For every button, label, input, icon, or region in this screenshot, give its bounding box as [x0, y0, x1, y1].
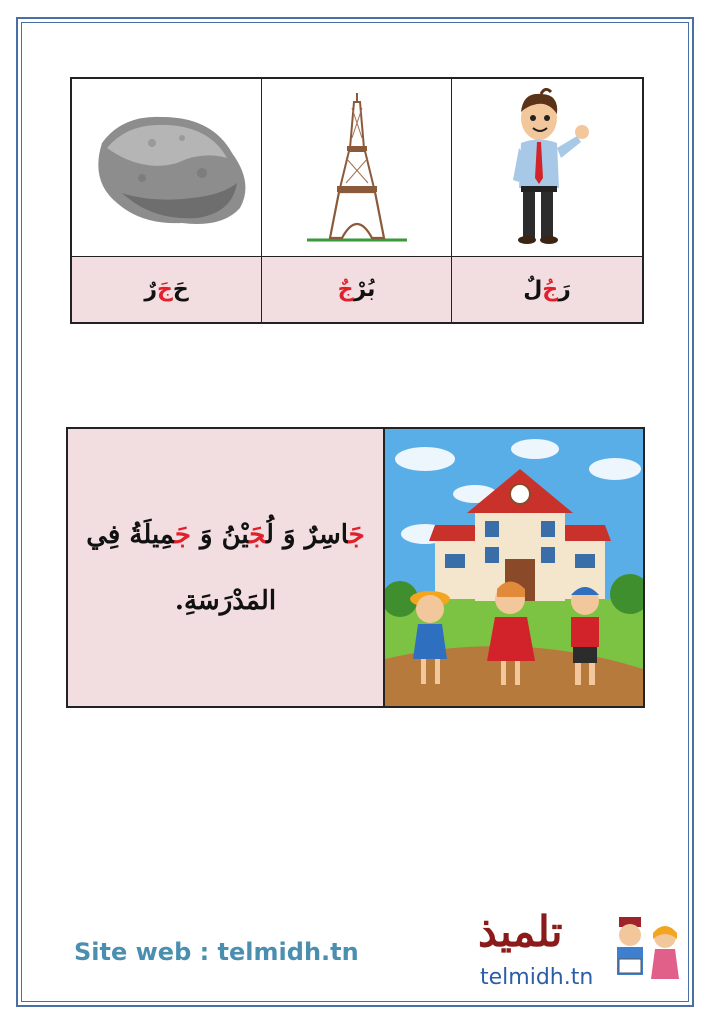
- word-cards-table: [70, 77, 644, 324]
- word-card-man: [452, 257, 642, 322]
- sentence-part: جَ: [174, 519, 191, 550]
- word-prefix: رَ: [558, 277, 571, 302]
- sentence-block: [66, 427, 645, 708]
- logo-latin-text: telmidh.tn: [480, 965, 594, 990]
- rock-image: [72, 79, 262, 257]
- word-highlight-letter: جٌ: [337, 277, 354, 302]
- word-card-rock: [72, 257, 262, 322]
- word-card-tower: [262, 257, 452, 322]
- sentence-part: جَ: [348, 519, 365, 550]
- telmidh-logo: [478, 905, 688, 995]
- word-suffix: لٌ: [523, 277, 543, 302]
- man-image: [452, 79, 642, 257]
- word-highlight-letter: جَ: [156, 277, 173, 302]
- children-reading-icon: [613, 915, 685, 995]
- logo-arabic-text: تلميذ: [478, 907, 563, 956]
- sentence-text-box: [68, 429, 385, 706]
- site-web-label: Site web : telmidh.tn: [74, 938, 359, 966]
- eiffel-tower-image: [262, 79, 452, 257]
- sentence-part: مِيلَةُ فِي: [86, 519, 175, 550]
- word-prefix: حَ: [172, 277, 189, 302]
- sentence-line-1: [86, 502, 364, 568]
- sentence-part: يْنُ وَ: [190, 519, 250, 550]
- word-prefix: بُرْ: [353, 277, 376, 302]
- sentence-part: جَ: [249, 519, 267, 550]
- school-children-image: [385, 429, 643, 706]
- sentence-part: اسِرٌ وَ: [273, 519, 349, 550]
- word-suffix: رٌ: [144, 277, 157, 302]
- sentence-part: لُ: [266, 519, 274, 550]
- sentence-line-2: المَدْرَسَةِ.: [174, 585, 277, 616]
- word-highlight-letter: جُ: [542, 277, 559, 302]
